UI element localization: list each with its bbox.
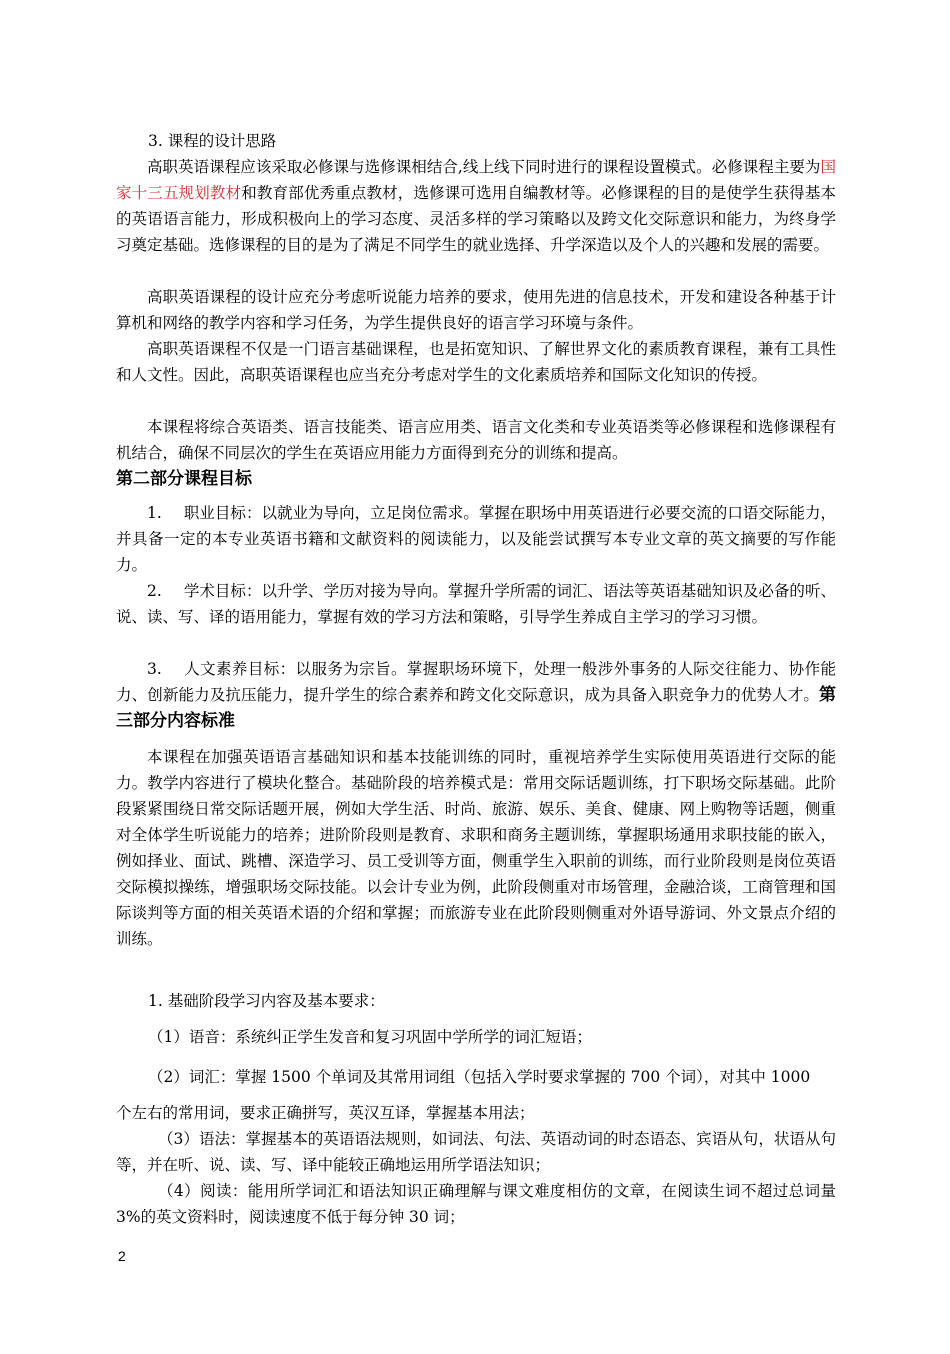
- goal-number: 2.: [147, 582, 162, 600]
- paragraph-design-listening: 高职英语课程的设计应充分考虑听说能力培养的要求，使用先进的信息技术，开发和建设各种基于计算机和网络的教学内容和学习任务，为学生提供良好的语言学习环境与条件。: [116, 288, 836, 332]
- goal-item-1: [116, 500, 836, 578]
- paragraph-quality-education: 高职英语课程不仅是一门语言基础课程，也是拓宽知识、了解世界文化的素质教育课程，兼有工具性和人文性。因此，高职英语课程也应当充分考虑对学生的文化素质培养和国际文化知识的传授。: [116, 340, 836, 384]
- goal-item-3: [116, 656, 836, 734]
- part2-heading: 第二部分课程目标: [116, 469, 252, 489]
- goal-number: 1.: [147, 504, 162, 522]
- goal-item-2: [116, 578, 836, 630]
- requirement-vocabulary-line2: 个左右的常用词，要求正确拼写，英汉互译，掌握基本用法；: [116, 1104, 535, 1122]
- paragraph-text: 和教育部优秀重点教材，选修课可选用自编教材等。必修课程的目的是使学生获得基本的英语语言能力，形成积极向上的学习态度、灵活多样的学习策略以及跨文化交际意识和能力，为终身学习奠定基础。选修课程的目的是为了满足不同学生的就业选择、升学深造以及个人的兴趣和发展的需要。: [116, 184, 836, 254]
- requirement-reading: （4）阅读：能用所学词汇和语法知识正确理解与课文难度相仿的文章，在阅读生词不超过总词量 3%的英文资料时，阅读速度不低于每分钟 30 词；: [116, 1182, 836, 1226]
- requirement-vocabulary-line1: （2）词汇：掌握 1500 个单词及其常用词组（包括入学时要求掌握的 700 个词），对其中 1000: [148, 1068, 811, 1086]
- highlighted-textbook-link: 国家十三五规划教材: [116, 158, 836, 202]
- paragraph-text: 高职英语课程应该采取必修课与选修课相结合,线上线下同时进行的课程设置模式。必修课程主要为: [147, 158, 821, 176]
- goal-number: 3.: [147, 660, 162, 678]
- goal-text: 人文素养目标：以服务为宗旨。掌握职场环境下，处理一般涉外事务的人际交往能力、协作能力、创新能力及抗压能力，提升学生的综合素养和跨文化交际意识，成为具备入职竞争力的优势人才。: [116, 660, 836, 704]
- subsection-basic-stage: 1. 基础阶段学习内容及基本要求：: [148, 992, 385, 1010]
- page-number: 2: [118, 1248, 126, 1264]
- part3-heading: 第三部分内容标准: [116, 685, 836, 731]
- requirement-pronunciation: （1）语音：系统纠正学生发音和复习巩固中学所学的词汇短语；: [148, 1028, 592, 1046]
- paragraph-course-integration: 本课程将综合英语类、语言技能类、语言应用类、语言文化类和专业英语类等必修课程和选修课程有机结合，确保不同层次的学生在英语应用能力方面得到充分的训练和提高。: [116, 418, 836, 462]
- requirement-grammar: （3）语法：掌握基本的英语语法规则，如词法、句法、英语动词的时态语态、宾语从句，状语从句等，并在听、说、读、写、译中能较正确地运用所学语法知识；: [116, 1130, 836, 1174]
- paragraph-content-standard: 本课程在加强英语语言基础知识和基本技能训练的同时，重视培养学生实际使用英语进行交际的能力。教学内容进行了模块化整合。基础阶段的培养模式是：常用交际话题训练，打下职场交际基础。此阶段紧紧围绕日常交际话题开展，例如大学生活、时尚、旅游、娱乐、美食、健康、网上购物等话题，侧重对全体学生听说能力的培养；进阶阶段则是教育、求职和商务主题训练，掌握职场通用求职技能的嵌入，例如择业、面试、跳槽、深造学习、员工受训等方面，侧重学生入职前的训练，而行业阶段则是岗位英语交际模拟操练，增强职场交际技能。以会计专业为例，此阶段侧重对市场管理，金融洽谈，工商管理和国际谈判等方面的相关英语术语的介绍和掌握；而旅游专业在此阶段则侧重对外语导游词、外文景点介绍的训练。: [116, 748, 836, 948]
- section-heading-design-approach: 3. 课程的设计思路: [148, 132, 277, 150]
- paragraph-course-structure: [116, 154, 836, 258]
- goal-text: 职业目标：以就业为导向，立足岗位需求。掌握在职场中用英语进行必要交流的口语交际能力，并具备一定的本专业英语书籍和文献资料的阅读能力，以及能尝试撰写本专业文章的英文摘要的写作能力。: [116, 504, 836, 574]
- goal-text: 学术目标：以升学、学历对接为导向。掌握升学所需的词汇、语法等英语基础知识及必备的听、说、读、写、译的语用能力，掌握有效的学习方法和策略，引导学生养成自主学习的学习习惯。: [116, 582, 836, 626]
